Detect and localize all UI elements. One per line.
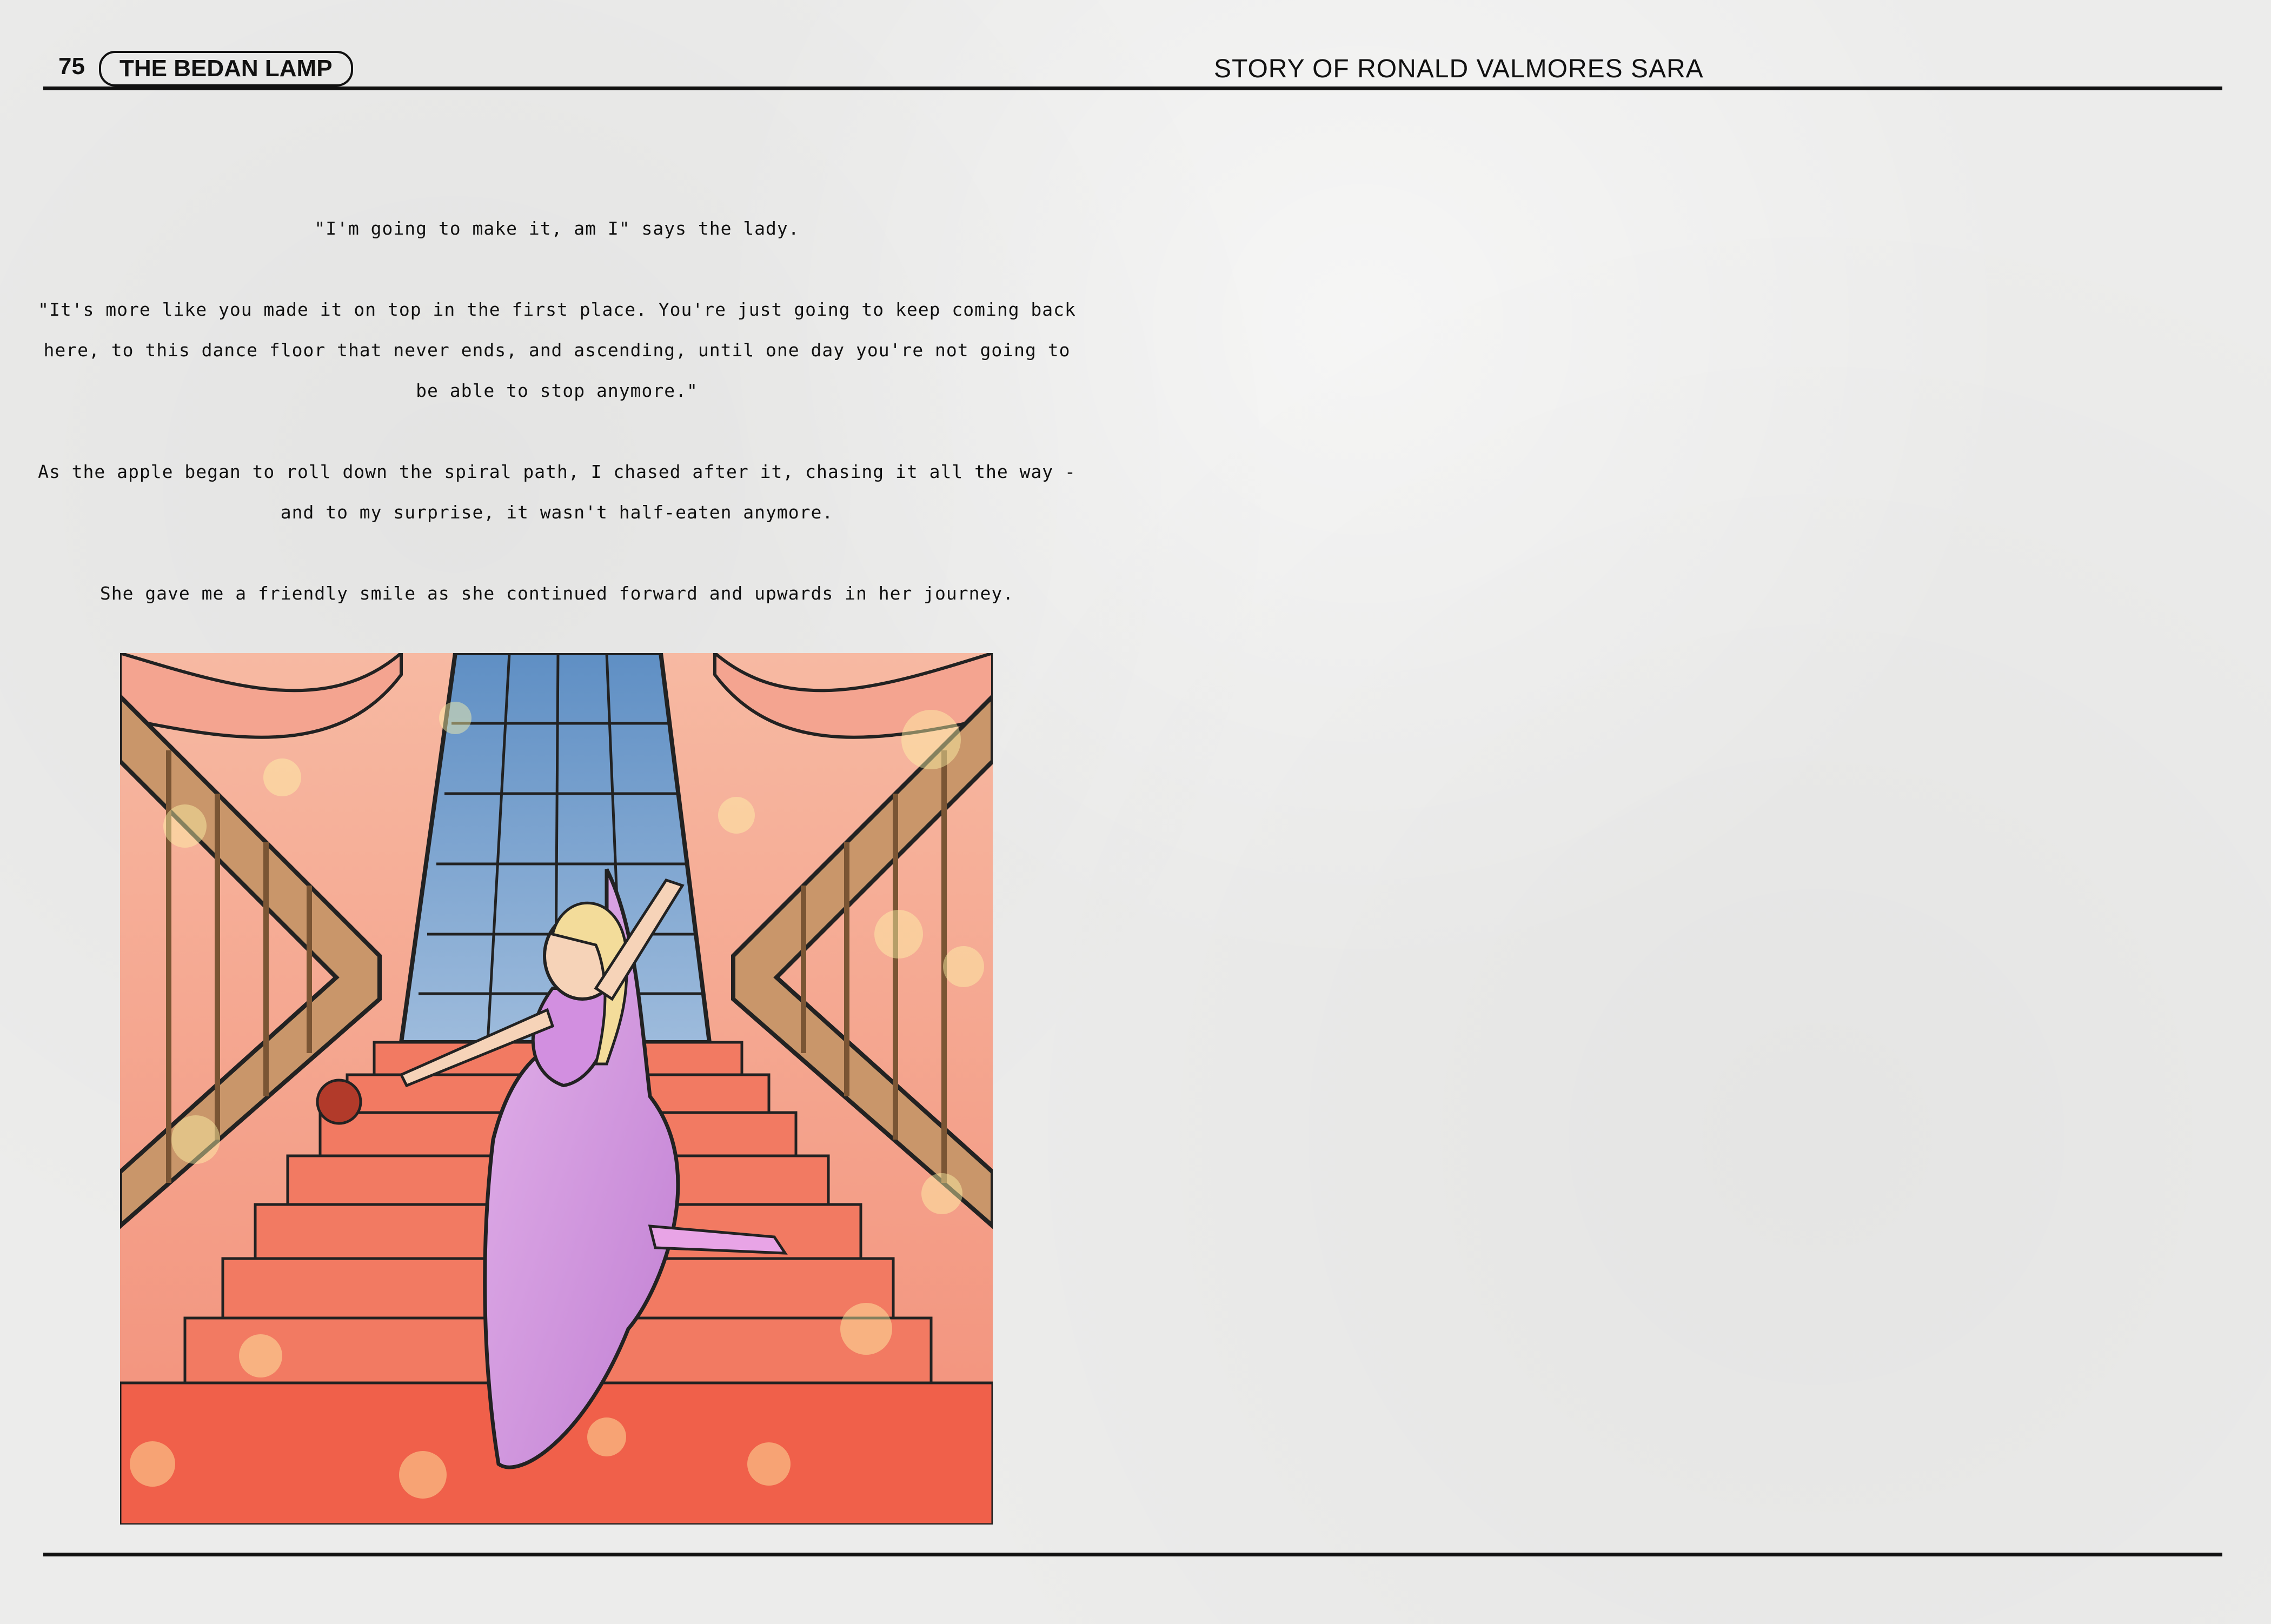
paragraph: "It's more like you made it on top in the first place. You're just going to keep coming back here, to this dance floor that never ends, and ascending, until one day you're not going to be able to stop anymore." [38, 299, 1076, 401]
paragraph: "I'm going to make it, am I" says the lady. [314, 218, 800, 239]
illustration-art [120, 653, 993, 1525]
page-number: 75 [58, 53, 85, 79]
story-title: STORY OF RONALD VALMORES SARA [1214, 55, 1704, 83]
paragraph: She gave me a friendly smile as she continued forward and upwards in her journey. [99, 583, 1014, 604]
paragraph: As the apple began to roll down the spiral path, I chased after it, chasing it all the way - and to my surprise, it wasn't half-eaten anymore. [38, 461, 1076, 523]
book-title-badge: THE BEDAN LAMP [99, 51, 353, 86]
header-rule [43, 86, 2222, 90]
staircase-illustration [120, 653, 993, 1525]
footer-rule [43, 1553, 2222, 1556]
page-header [0, 0, 2271, 97]
story-text [38, 208, 1076, 654]
